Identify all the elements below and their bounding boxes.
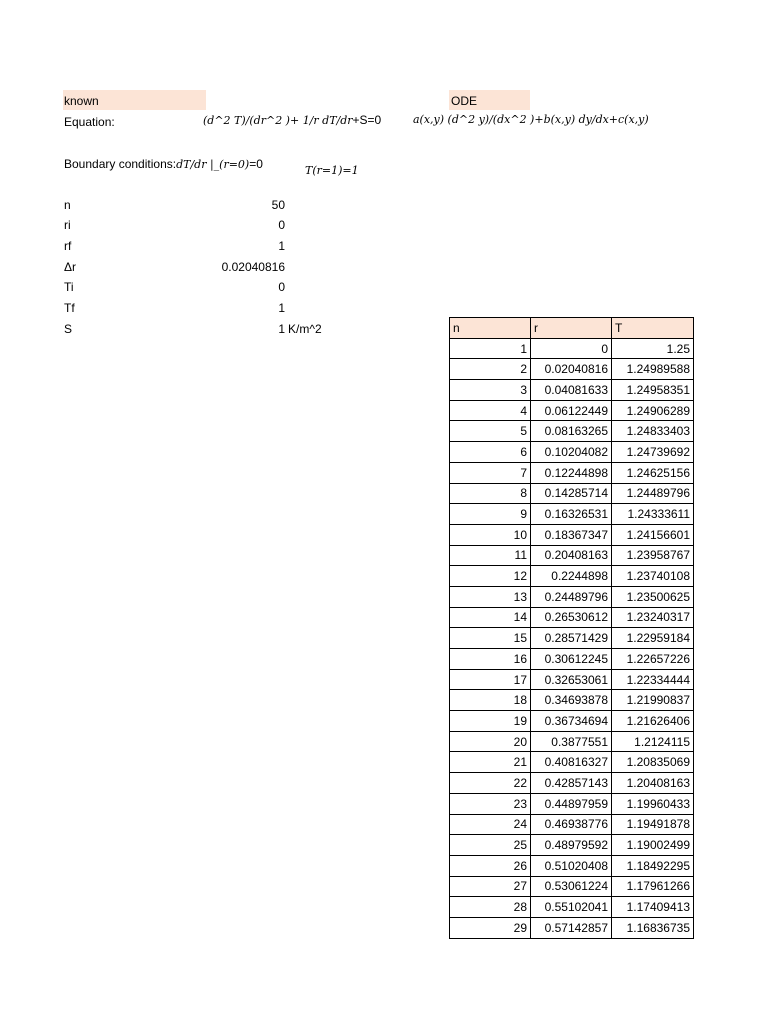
table-row: [450, 814, 694, 835]
cell-n: 15: [450, 628, 531, 649]
param-unit-s: K/m^2: [288, 322, 322, 336]
cell-r: 0.06122449: [531, 400, 612, 421]
cell-r: 0.04081633: [531, 380, 612, 401]
cell-r: 0.02040816: [531, 359, 612, 380]
table-header-row: [450, 318, 694, 339]
cell-t: 1.19960433: [612, 793, 694, 814]
cell-n: 14: [450, 607, 531, 628]
table-row: [450, 483, 694, 504]
cell-n: 21: [450, 752, 531, 773]
cell-n: 18: [450, 690, 531, 711]
cell-t: 1.24833403: [612, 421, 694, 442]
cell-t: 1.23958767: [612, 545, 694, 566]
cell-r: 0.57142857: [531, 917, 612, 938]
cell-n: 16: [450, 649, 531, 670]
cell-r: 0.55102041: [531, 897, 612, 918]
cell-r: 0.18367347: [531, 524, 612, 545]
boundary-label: [64, 157, 263, 172]
table-row: [450, 442, 694, 463]
param-value-tf: 1: [278, 301, 285, 315]
table-row: [450, 752, 694, 773]
cell-n: 26: [450, 855, 531, 876]
cell-r: 0.20408163: [531, 545, 612, 566]
param-name-ti: Ti: [64, 280, 74, 294]
cell-r: 0.28571429: [531, 628, 612, 649]
cell-n: 1: [450, 338, 531, 359]
equation-pde-part3: +S=0: [352, 113, 382, 127]
cell-t: 1.17961266: [612, 876, 694, 897]
results-table: [449, 317, 694, 939]
cell-n: 8: [450, 483, 531, 504]
cell-t: 1.25: [612, 338, 694, 359]
cell-t: 1.24156601: [612, 524, 694, 545]
cell-t: 1.24906289: [612, 400, 694, 421]
cell-r: 0.53061224: [531, 876, 612, 897]
cell-r: 0.36734694: [531, 711, 612, 732]
cell-n: 7: [450, 462, 531, 483]
table-row: [450, 855, 694, 876]
cell-t: 1.20408163: [612, 773, 694, 794]
equation-pde-part2: 1/r dT/dr: [302, 114, 353, 127]
cell-n: 25: [450, 835, 531, 856]
table-row: [450, 462, 694, 483]
cell-n: 2: [450, 359, 531, 380]
cell-r: 0.16326531: [531, 504, 612, 525]
cell-t: 1.20835069: [612, 752, 694, 773]
table-row: [450, 421, 694, 442]
boundary-label-text: Boundary conditions:: [64, 157, 177, 171]
cell-n: 22: [450, 773, 531, 794]
table-row: [450, 835, 694, 856]
cell-t: 1.19002499: [612, 835, 694, 856]
table-row: [450, 586, 694, 607]
param-name-n: n: [64, 198, 71, 212]
cell-n: 27: [450, 876, 531, 897]
cell-t: 1.17409413: [612, 897, 694, 918]
equation-label: Equation:: [64, 115, 115, 129]
cell-n: 11: [450, 545, 531, 566]
cell-t: 1.22959184: [612, 628, 694, 649]
cell-n: 19: [450, 711, 531, 732]
ode-header: ODE: [451, 94, 478, 108]
cell-t: 1.24739692: [612, 442, 694, 463]
table-row: [450, 504, 694, 525]
cell-r: 0.08163265: [531, 421, 612, 442]
cell-r: 0.26530612: [531, 607, 612, 628]
cell-r: 0.32653061: [531, 669, 612, 690]
cell-t: 1.23740108: [612, 566, 694, 587]
param-value-delta-r: 0.02040816: [221, 260, 285, 274]
param-value-ri: 0: [278, 218, 285, 232]
cell-r: 0.3877551: [531, 731, 612, 752]
cell-t: 1.21990837: [612, 690, 694, 711]
table-row: [450, 690, 694, 711]
cell-n: 24: [450, 814, 531, 835]
cell-r: 0.30612245: [531, 649, 612, 670]
param-value-rf: 1: [278, 239, 285, 253]
param-value-n: 50: [271, 198, 285, 212]
cell-r: 0.12244898: [531, 462, 612, 483]
cell-n: 12: [450, 566, 531, 587]
boundary-condition-1-value: =0: [249, 157, 263, 171]
table-row: [450, 731, 694, 752]
cell-r: 0.42857143: [531, 773, 612, 794]
cell-t: 1.24489796: [612, 483, 694, 504]
cell-t: 1.21626406: [612, 711, 694, 732]
cell-r: 0.2244898: [531, 566, 612, 587]
cell-r: 0: [531, 338, 612, 359]
cell-n: 5: [450, 421, 531, 442]
cell-r: 0.14285714: [531, 483, 612, 504]
table-row: [450, 793, 694, 814]
cell-n: 13: [450, 586, 531, 607]
cell-n: 20: [450, 731, 531, 752]
boundary-condition-2: T(r=1)=1: [305, 164, 359, 177]
cell-n: 29: [450, 917, 531, 938]
cell-t: 1.22657226: [612, 649, 694, 670]
table-row: [450, 359, 694, 380]
cell-t: 1.22334444: [612, 669, 694, 690]
boundary-condition-1: dT/dr |_(r=0): [176, 158, 250, 171]
table-row: [450, 545, 694, 566]
cell-r: 0.46938776: [531, 814, 612, 835]
table-row: [450, 876, 694, 897]
column-header-t: T: [612, 318, 694, 339]
cell-t: 1.23500625: [612, 586, 694, 607]
cell-n: 10: [450, 524, 531, 545]
equation-pde: [203, 113, 381, 128]
table-row: [450, 380, 694, 401]
cell-n: 4: [450, 400, 531, 421]
cell-t: 1.23240317: [612, 607, 694, 628]
param-value-ti: 0: [278, 280, 285, 294]
cell-t: 1.24958351: [612, 380, 694, 401]
cell-t: 1.18492295: [612, 855, 694, 876]
cell-n: 17: [450, 669, 531, 690]
cell-t: 1.24625156: [612, 462, 694, 483]
table-row: [450, 897, 694, 918]
equation-ode: a(x,y) (d^2 y)/(dx^2 )+b(x,y) dy/dx+c(x,y): [413, 113, 649, 126]
param-name-delta-r: Δr: [64, 260, 77, 274]
param-value-s: 1: [278, 322, 285, 336]
param-name-rf: rf: [64, 239, 72, 253]
cell-n: 9: [450, 504, 531, 525]
table-row: [450, 524, 694, 545]
cell-r: 0.48979592: [531, 835, 612, 856]
table-row: [450, 607, 694, 628]
table-row: [450, 773, 694, 794]
column-header-r: r: [531, 318, 612, 339]
table-row: [450, 338, 694, 359]
table-row: [450, 917, 694, 938]
cell-r: 0.10204082: [531, 442, 612, 463]
param-name-tf: Tf: [64, 301, 75, 315]
table-row: [450, 711, 694, 732]
cell-r: 0.44897959: [531, 793, 612, 814]
known-header: known: [64, 94, 99, 108]
cell-t: 1.19491878: [612, 814, 694, 835]
cell-r: 0.51020408: [531, 855, 612, 876]
cell-n: 28: [450, 897, 531, 918]
table-row: [450, 628, 694, 649]
param-name-s: S: [64, 322, 73, 336]
table-row: [450, 649, 694, 670]
cell-n: 23: [450, 793, 531, 814]
cell-t: 1.24989588: [612, 359, 694, 380]
cell-t: 1.2124115: [612, 731, 694, 752]
table-row: [450, 669, 694, 690]
param-name-ri: ri: [64, 218, 71, 232]
cell-r: 0.34693878: [531, 690, 612, 711]
equation-pde-part1: (d^2 T)/(dr^2 )+: [203, 114, 303, 127]
cell-r: 0.40816327: [531, 752, 612, 773]
cell-n: 3: [450, 380, 531, 401]
table-row: [450, 566, 694, 587]
column-header-n: n: [450, 318, 531, 339]
cell-t: 1.16836735: [612, 917, 694, 938]
cell-t: 1.24333611: [612, 504, 694, 525]
table-body: [450, 338, 694, 938]
table-row: [450, 400, 694, 421]
cell-n: 6: [450, 442, 531, 463]
cell-r: 0.24489796: [531, 586, 612, 607]
